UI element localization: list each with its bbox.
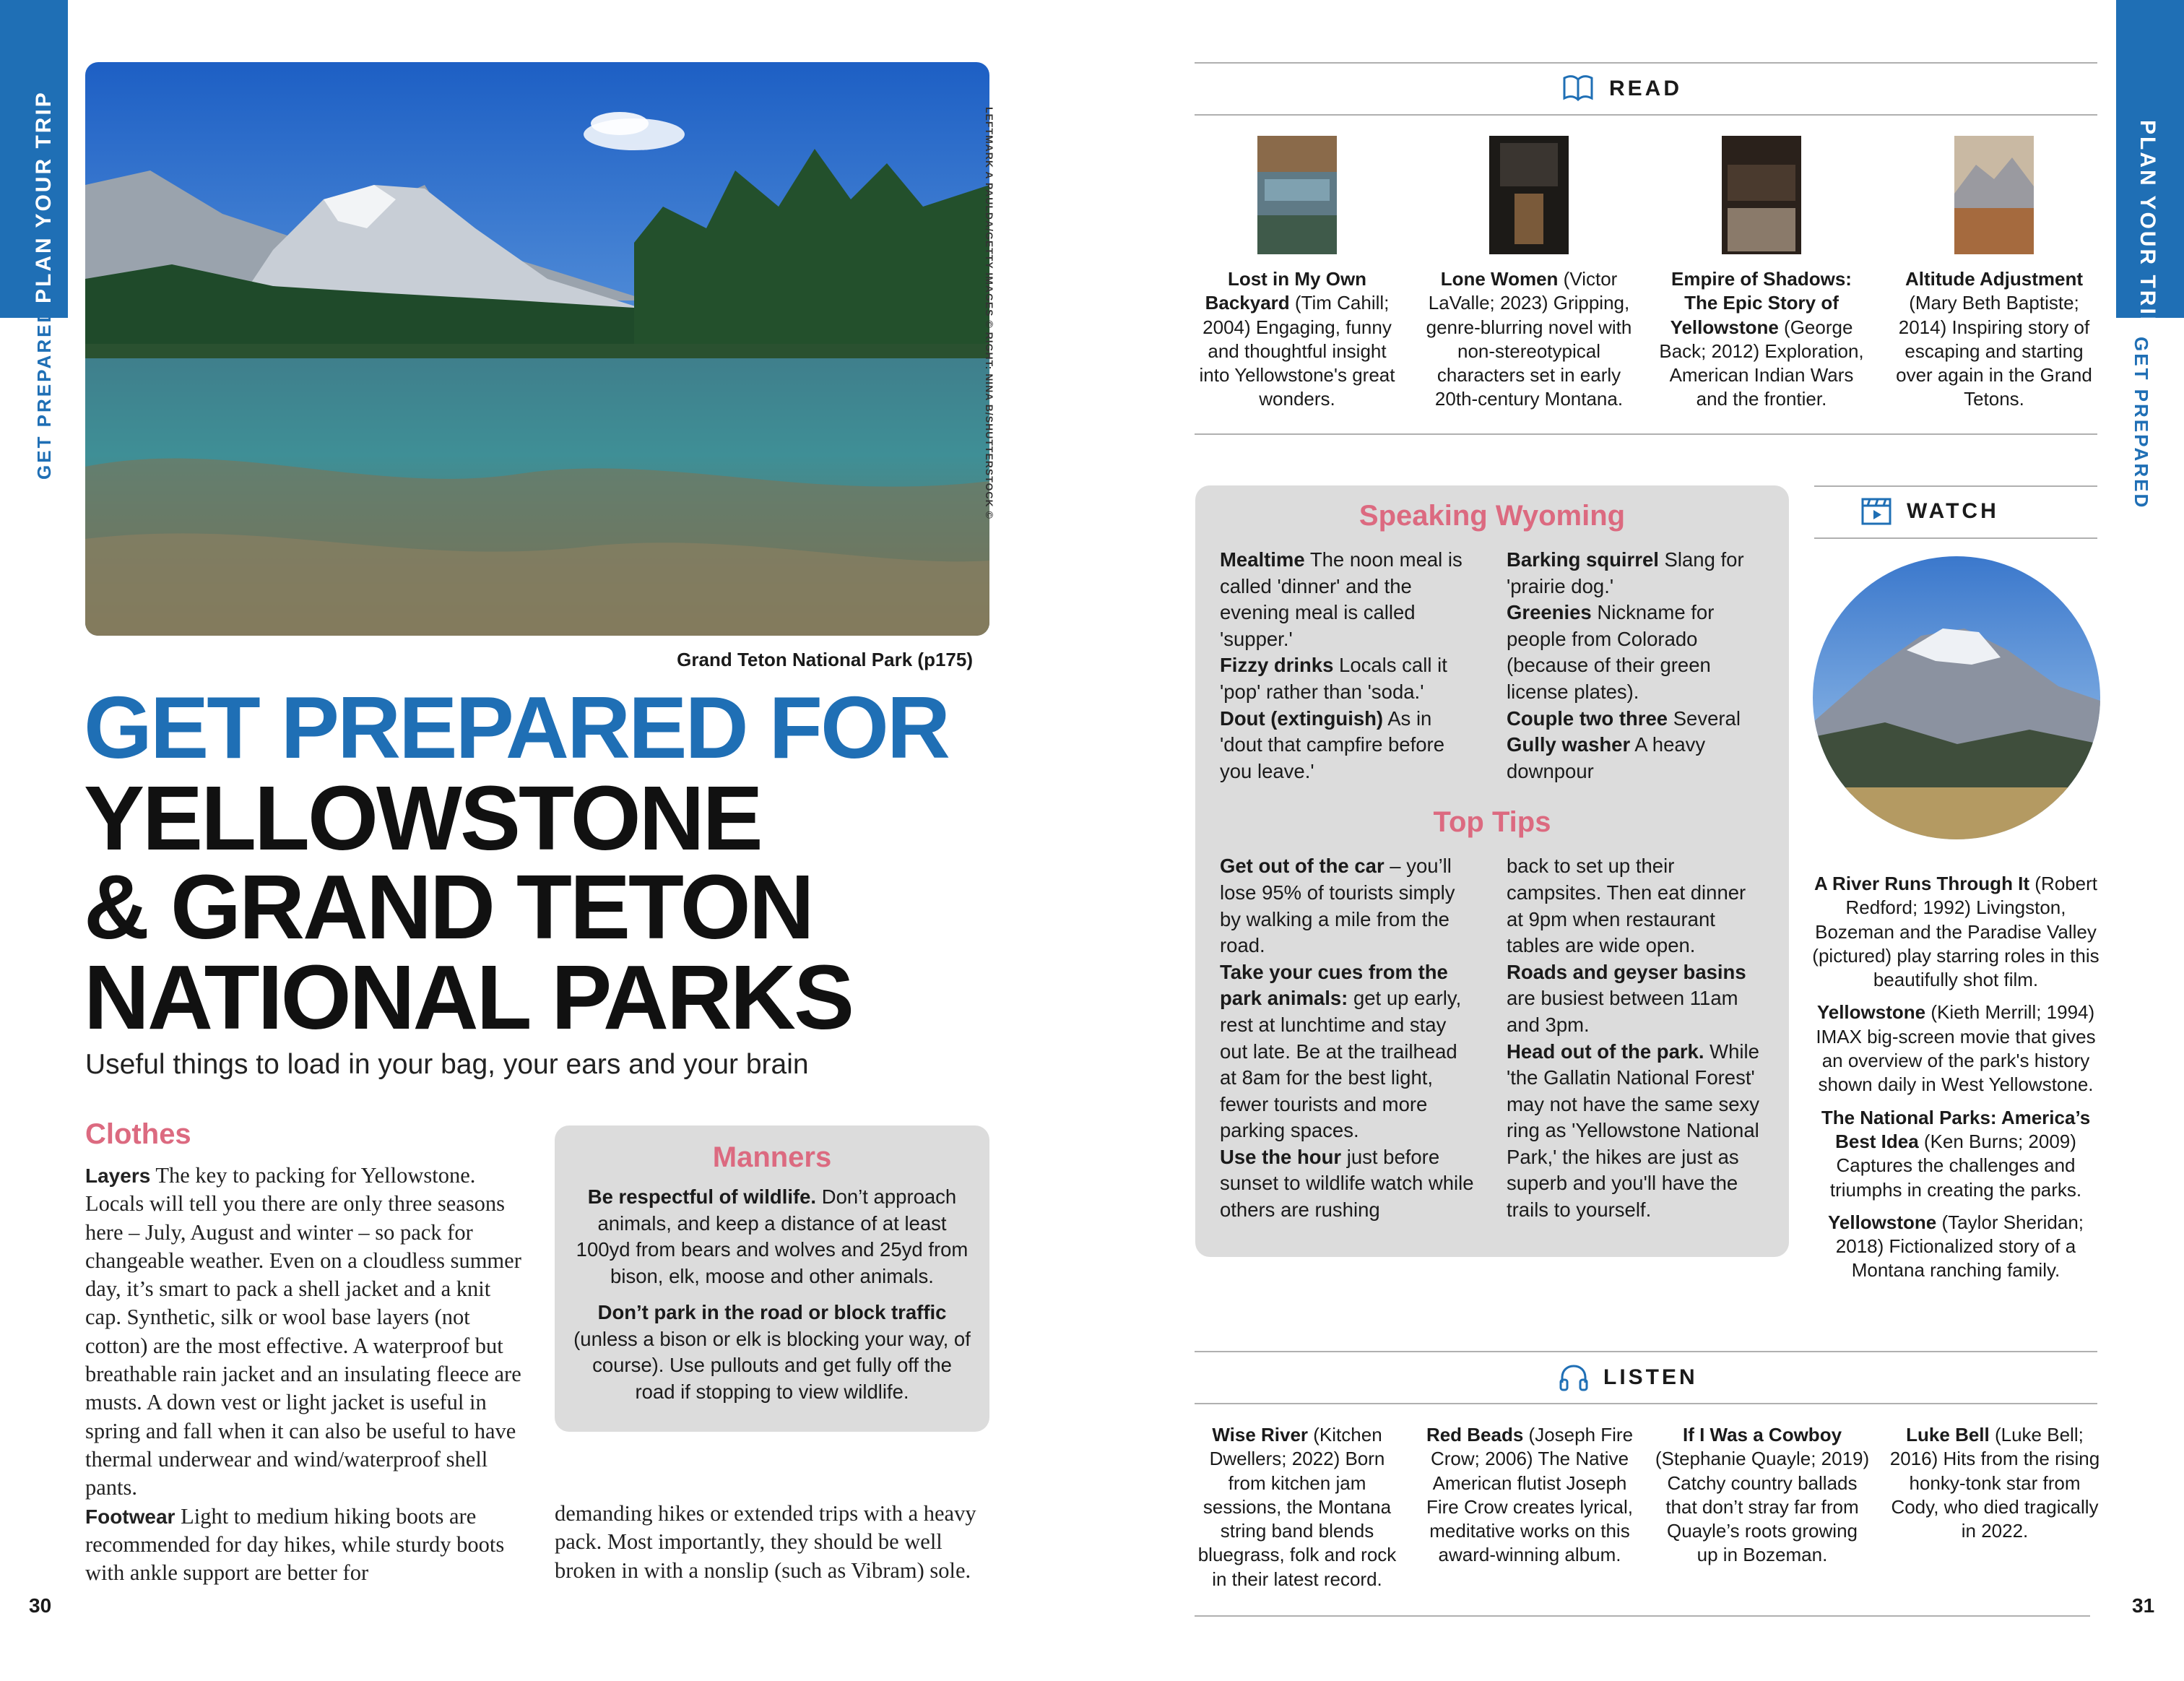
definition: The noon meal is called 'dinner' and the evening meal is called 'supper.' [1220, 548, 1462, 650]
book-cover [1954, 136, 2034, 254]
side-section-label: GET PREPARED [33, 306, 55, 480]
book-title: Lone Women [1440, 268, 1559, 290]
title-line-2: & GRAND TETON [84, 856, 812, 958]
manners-term: Be respectful of wildlife. [587, 1185, 817, 1208]
listen-title: Luke Bell [1906, 1424, 1990, 1446]
read-heading-label: READ [1609, 77, 1683, 100]
term: Gully washer [1507, 733, 1631, 756]
divider [1195, 1615, 2090, 1617]
divider [1195, 62, 2097, 64]
listen-item [1421, 1423, 1638, 1568]
tip-text: just before sunset to wildlife watch while others are rushing [1220, 1145, 1474, 1222]
manners-text: (unless a bison or elk is blocking your way, of course). Use pullouts and get fully off the road if stopping to view wildlife. [573, 1327, 971, 1403]
photo-credit: LEFTMARK A PAULDA/GETTY IMAGES © RIGHT: NINA B/SHUTTERSTOCK © [984, 107, 995, 519]
clothes-text [85, 1162, 530, 1587]
photo-caption: Grand Teton National Park (p175) [677, 649, 973, 670]
side-tab-label: PLAN YOUR TRIP [2136, 120, 2159, 333]
book-title: Empire of Shadows: The Epic Story of Yellowstone [1670, 268, 1852, 338]
term: Mealtime [1220, 548, 1305, 571]
listen-heading-label: LISTEN [1603, 1365, 1698, 1389]
title-line-3: NATIONAL PARKS [84, 946, 853, 1048]
read-heading [1561, 74, 1682, 104]
manners-box [555, 1125, 989, 1432]
footwear-text: Light to medium hiking boots are recommended for day hikes, while sturdy boots with ankle support are better for [85, 1503, 505, 1586]
watch-item [1808, 1211, 2103, 1283]
tip-text: are busiest between 11am and 3pm. [1507, 987, 1738, 1036]
definition: Locals call it 'pop' rather than 'soda.' [1220, 654, 1447, 703]
book-cover [1722, 136, 1801, 254]
hero-photo [85, 62, 989, 636]
tips-heading: Top Tips [1433, 806, 1551, 839]
watch-title: Yellowstone [1827, 1211, 1937, 1233]
watch-title: The National Parks: America’s Best Idea [1821, 1106, 2091, 1152]
listen-text: (Stephanie Quayle; 2019) Catchy country ballads that don’t stray far from Quayle’s roots growing up in Bozeman. [1655, 1448, 1870, 1566]
divider [1814, 485, 2097, 487]
manners-heading: Manners [712, 1141, 832, 1173]
listen-text: (Luke Bell; 2016) Hits from the rising honky-tonk star from Cody, who died tragically in 2022. [1889, 1424, 2100, 1542]
book-text: (George Back; 2012) Exploration, American Indian Wars and the frontier. [1659, 316, 1864, 410]
tip-text: – you’ll lose 95% of tourists simply by walking a mile from the road. [1220, 855, 1455, 957]
manners-text: Don’t approach animals, and keep a distance of at least 100yd from bears and wolves and 25yd from bison, elk, moose and other animals. [576, 1185, 968, 1287]
definition: Slang for 'prairie dog.' [1507, 548, 1744, 597]
listen-item [1189, 1423, 1405, 1591]
book-text: (Tim Cahill; 2004) Engaging, funny and thoughtful insight into Yellowstone's great wonders. [1199, 292, 1395, 410]
listen-title: If I Was a Cowboy [1682, 1424, 1842, 1446]
side-section-label: GET PREPARED [2131, 337, 2152, 510]
manners-paragraph [573, 1300, 971, 1405]
tips-columns [1220, 853, 1764, 1223]
page-number-left: 30 [29, 1594, 52, 1617]
listen-text: (Joseph Fire Crow; 2006) The Native American flutist Joseph Fire Crow creates lyrical, meditative works on this award-winning album. [1426, 1424, 1634, 1566]
watch-item [1808, 872, 2103, 992]
watch-text: (Kieth Merrill; 1994) IMAX big-screen movie that gives an overview of the park's history shown daily in West Yellowstone. [1816, 1001, 2096, 1096]
tip-term: Head out of the park. [1507, 1040, 1704, 1063]
term: Fizzy drinks [1220, 654, 1334, 677]
divider [1195, 114, 2097, 116]
title-line-1: YELLOWSTONE [84, 767, 761, 869]
book-item [1657, 136, 1866, 412]
footwear-term: Footwear [85, 1505, 176, 1528]
side-tab-left [0, 0, 68, 318]
speaking-col-left [1220, 547, 1478, 785]
book-title: Lost in My Own Backyard [1205, 268, 1367, 314]
watch-item [1808, 1106, 2103, 1202]
tip-text: get up early, rest at lunchtime and stay out late. Be at the trailhead at 8am for the best light, fewer tourists and more parking spaces. [1220, 987, 1462, 1142]
layers-text: The key to packing for Yellowstone. Locals will tell you there are only three seasons here – July, August and winter – so pack for changeable weather. Even on a cloudless summer day, it’s smart to pack a shell jacket and a knit cap. Synthetic, silk or wool base layers (not cotton) are the most effective. A waterproof but breathable rain jacket and an insulating fleece are musts. A down vest or light jacket is useful in spring and fall when it can also be useful to have thermal underwear and wind/waterproof shell pants. [85, 1163, 521, 1500]
speaking-col-right [1507, 547, 1764, 785]
book-cover [1489, 136, 1569, 254]
clothes-text-continued: demanding hikes or extended trips with a heavy pack. Most importantly, they should be well broken in with a nonslip (such as Vibram) sole. [555, 1501, 976, 1583]
tip-term: Use the hour [1220, 1145, 1342, 1168]
tip-term: Get out of the car [1220, 855, 1384, 878]
side-tab-right [2116, 0, 2184, 333]
divider [1195, 433, 2097, 435]
divider [1195, 1351, 2097, 1352]
manners-paragraph [573, 1184, 971, 1289]
book-cover [1257, 136, 1337, 254]
divider [1814, 537, 2097, 539]
term: Dout (extinguish) [1220, 706, 1384, 730]
tip-term: Roads and geyser basins [1507, 960, 1746, 983]
listen-title: Red Beads [1426, 1424, 1524, 1446]
book-text: (Mary Beth Baptiste; 2014) Inspiring story of escaping and starting over again in the Grand Tetons. [1896, 292, 2092, 410]
book-item [1424, 136, 1634, 412]
watch-list [1808, 872, 2103, 1292]
watch-text: (Robert Redford; 1992) Livingston, Bozeman and the Paradise Valley (pictured) play starring roles in this beautifully shot film. [1812, 873, 2100, 991]
term: Barking squirrel [1507, 548, 1659, 571]
listen-heading [1559, 1362, 1698, 1393]
manners-term: Don’t park in the road or block traffic [597, 1301, 947, 1323]
listen-item [1654, 1423, 1871, 1568]
tip-text: While 'the Gallatin National Forest' may not have the same sexy ring as 'Yellowstone National Park,' the hikes are just as superb and you'll have the trails to yourself. [1507, 1040, 1760, 1222]
watch-heading [1860, 497, 1999, 526]
listen-item [1886, 1423, 2103, 1543]
title-line-blue: GET PREPARED FOR [84, 678, 948, 777]
term: Couple two three [1507, 706, 1668, 730]
speaking-box [1195, 485, 1789, 1257]
tips-col-right [1507, 853, 1764, 1223]
tip-term: Take your cues from the park animals: [1220, 960, 1448, 1010]
listen-text: (Kitchen Dwellers; 2022) Born from kitchen jam sessions, the Montana string band blends bluegrass, folk and rock in their latest record. [1197, 1424, 1397, 1590]
book-icon [1561, 74, 1595, 104]
definition: A heavy downpour [1507, 733, 1706, 782]
watch-title: A River Runs Through It [1814, 873, 2030, 894]
divider [1195, 1403, 2097, 1404]
tip-text: back to set up their campsites. Then eat dinner at 9pm when restaurant tables are wide open. [1507, 855, 1746, 957]
layers-term: Layers [85, 1164, 151, 1187]
clapperboard-icon [1860, 497, 1892, 526]
clothes-heading: Clothes [85, 1118, 191, 1150]
watch-text: (Ken Burns; 2009) Captures the challenges and triumphs in creating the parks. [1829, 1130, 2082, 1201]
headphones-icon [1559, 1362, 1589, 1393]
tips-col-left [1220, 853, 1478, 1223]
definition: Nickname for people from Colorado (because of their green license plates). [1507, 601, 1715, 703]
watch-photo [1813, 556, 2100, 839]
watch-item [1808, 1001, 2103, 1097]
term: Greenies [1507, 601, 1592, 624]
book-item [1192, 136, 1402, 412]
book-item [1889, 136, 2099, 412]
page-number-right: 31 [2132, 1594, 2155, 1617]
speaking-heading: Speaking Wyoming [1358, 500, 1626, 532]
definition: Several [1668, 706, 1741, 730]
listen-title: Wise River [1212, 1424, 1309, 1446]
subtitle: Useful things to load in your bag, your ears and your brain [85, 1049, 809, 1080]
book-title: Altitude Adjustment [1904, 268, 2084, 290]
watch-text: (Taylor Sheridan; 2018) Fictionalized story of a Montana ranching family. [1835, 1211, 2084, 1282]
speaking-columns [1220, 547, 1764, 785]
book-text: (Victor LaValle; 2023) Gripping, genre-blurring novel with non-stereotypical characters set in early 20th-century Montana. [1426, 268, 1632, 410]
definition: As in 'dout that campfire before you leave.' [1220, 706, 1444, 782]
side-tab-label: PLAN YOUR TRIP [32, 90, 56, 303]
watch-title: Yellowstone [1816, 1001, 1926, 1024]
watch-heading-label: WATCH [1907, 499, 1999, 523]
